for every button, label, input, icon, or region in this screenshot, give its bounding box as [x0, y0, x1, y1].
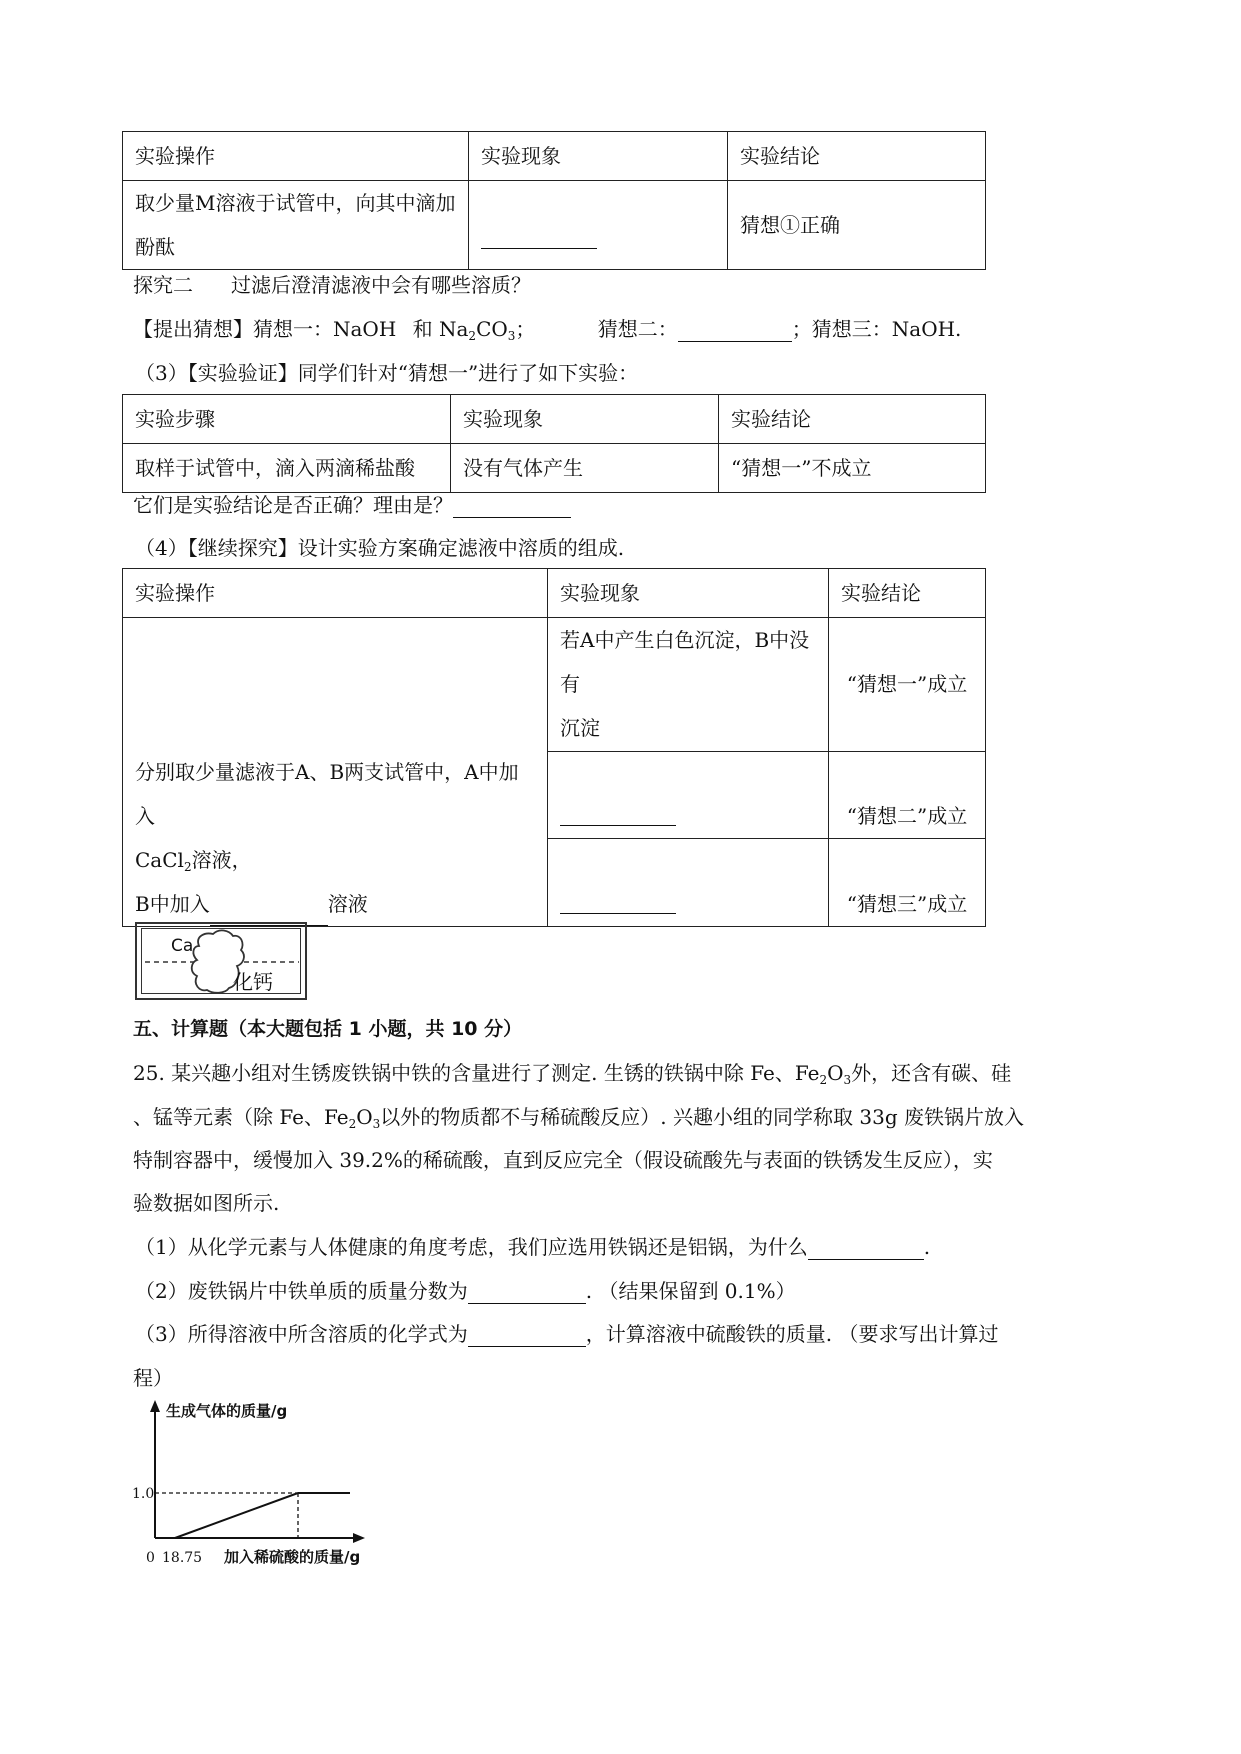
q25-sub3 [135, 1321, 998, 1347]
hypothesis-guess1: 【提出猜想】猜想一：NaOH [133, 317, 397, 341]
table-1 [122, 131, 986, 270]
answer-blank[interactable] [453, 495, 571, 518]
table1-op-line2: 酚酞 [135, 235, 175, 259]
table3-header-op: 实验操作 [123, 569, 548, 618]
answer-blank[interactable] [560, 891, 676, 914]
table3-op-line2 [135, 838, 535, 882]
q25-line2 [133, 1104, 1024, 1130]
table3-phen1-line2: 沉淀 [560, 716, 600, 741]
table2-header-phen: 实验现象 [451, 395, 719, 444]
explore2-line [133, 272, 531, 298]
table1-cell-concl: 猜想①正确 [728, 181, 986, 270]
table3-op-line3 [135, 882, 535, 926]
table-2 [122, 394, 986, 493]
gas-mass-chart [128, 1396, 388, 1566]
fragment-text-left: Ca [171, 936, 194, 956]
table1-cell-phen [469, 181, 728, 270]
formula-na: Na [438, 317, 469, 341]
section5-title: 五、计算题（本大题包括 1 小题，共 10 分） [133, 1018, 523, 1040]
chart-xtick-1: 18.75 [162, 1550, 203, 1566]
q3-text: （3）【实验验证】同学们针对“猜想一”进行了如下实验： [135, 361, 639, 385]
table2-cell-concl: “猜想一”不成立 [719, 444, 986, 493]
formula-o: O [827, 1061, 844, 1085]
table3-header-phen: 实验现象 [548, 569, 829, 618]
semicolon: ； [515, 317, 536, 341]
q25-sub1 [135, 1234, 930, 1260]
q25-sub2b: . （结果保留到 0.1%） [585, 1279, 796, 1303]
crumpled-shape-icon [137, 924, 305, 998]
fragment-text-right: 化钙 [233, 970, 273, 994]
q25-sub3a: （3）所得溶液中所含溶质的化学式为 [135, 1322, 468, 1346]
q25-line1a: 25. 某兴趣小组对生锈废铁锅中铁的含量进行了测定. 生锈的铁锅中除 Fe、Fe [133, 1061, 820, 1085]
formula-sub: 3 [843, 1073, 852, 1087]
hypothesis-line [133, 316, 961, 342]
hypothesis-and: 和 [412, 317, 433, 341]
formula-sub: 3 [507, 329, 516, 343]
q25-line2b: 以外的物质都不与稀硫酸反应）. 兴趣小组的同学称取 33g 废铁锅片放入 [380, 1105, 1024, 1129]
formula-sub: 2 [348, 1117, 357, 1131]
hypothesis-guess3: ；猜想三：NaOH. [791, 317, 962, 341]
table3-cell-concl-2: “猜想二”成立 [829, 751, 986, 839]
table3-phen1-line1: 若A中产生白色沉淀，B中没有 [560, 628, 810, 697]
chart-ylabel: 生成气体的质量/g [166, 1402, 288, 1420]
series-rise [175, 1493, 298, 1538]
explore2-label: 探究二 [133, 273, 193, 297]
explore2-question: 过滤后澄清滤液中会有哪些溶质？ [231, 273, 531, 297]
q25-line4: 验数据如图所示. [133, 1191, 280, 1215]
table2-cell-step: 取样于试管中，滴入两滴稀盐酸 [123, 444, 451, 493]
q25-line3: 特制容器中，缓慢加入 39.2%的稀硫酸，直到反应完全（假设硫酸先与表面的铁锈发生反应），实 [133, 1148, 993, 1172]
table3-op-line2-tail: 溶液， [191, 848, 252, 872]
q25-sub3b: ，计算溶液中硫酸铁的质量. （要求写出计算过 [585, 1322, 999, 1346]
answer-blank[interactable] [468, 1324, 586, 1347]
chart-xlabel: 加入稀硫酸的质量/g [224, 1548, 361, 1566]
formula-co: CO [476, 317, 508, 341]
table3-cell-phen-2 [548, 751, 829, 839]
table3-op-line3a: B中加入 [135, 892, 210, 916]
table3-op-line1: 分别取少量滤液于A、B两支试管中，A中加入 [135, 760, 519, 828]
table1-header-phen: 实验现象 [469, 132, 728, 181]
q3-followup-line [133, 492, 571, 518]
table1-header-concl: 实验结论 [728, 132, 986, 181]
chart-ytick-1: 1.0 [132, 1486, 155, 1502]
q4-text: （4）【继续探究】设计实验方案确定滤液中溶质的组成. [135, 536, 625, 560]
q25-line2a: 、锰等元素（除 Fe、Fe [133, 1105, 349, 1129]
table3-cell-concl-1: “猜想一”成立 [829, 618, 986, 752]
answer-blank[interactable] [678, 319, 792, 342]
answer-blank[interactable] [481, 226, 597, 249]
answer-blank[interactable] [468, 1281, 586, 1304]
answer-blank[interactable] [560, 803, 676, 826]
table1-op-line1: 取少量M溶液于试管中，向其中滴加 [135, 191, 456, 215]
q25-line1b: 外，还含有碳、硅 [851, 1061, 1012, 1085]
formula-cacl: CaCl [135, 848, 184, 872]
q25-line1 [133, 1060, 1011, 1086]
table3-cell-phen-3 [548, 839, 829, 927]
table2-cell-phen: 没有气体产生 [451, 444, 719, 493]
table1-header-op: 实验操作 [123, 132, 469, 181]
table2-header-step: 实验步骤 [123, 395, 451, 444]
table3-cell-concl-3: “猜想三”成立 [829, 839, 986, 927]
q25-sub1a: （1）从化学元素与人体健康的角度考虑，我们应选用铁锅还是铝锅，为什么 [135, 1235, 808, 1259]
table3-op-line3b: 溶液 [327, 892, 368, 916]
chart-xtick-0: 0 [146, 1550, 155, 1566]
x-axis-arrow [353, 1533, 365, 1543]
table2-header-concl: 实验结论 [719, 395, 986, 444]
formula-sub: 2 [819, 1073, 828, 1087]
y-axis-arrow [150, 1400, 160, 1412]
table3-cell-phen-1 [548, 618, 829, 752]
formula-sub: 2 [468, 329, 477, 343]
formula-o: O [356, 1105, 373, 1129]
q25-sub2a: （2）废铁锅片中铁单质的质量分数为 [135, 1279, 468, 1303]
q25-sub3-end: 程） [133, 1366, 173, 1390]
image-fragment [135, 922, 307, 1000]
formula-sub: 3 [372, 1117, 381, 1131]
answer-blank[interactable] [808, 1237, 924, 1260]
table3-cell-op [123, 618, 548, 927]
table-3 [122, 568, 986, 927]
q3-followup: 它们是实验结论是否正确？理由是？ [133, 493, 453, 517]
table1-cell-op [123, 181, 469, 270]
q25-sub2 [135, 1278, 796, 1304]
hypothesis-guess2: 猜想二： [597, 317, 678, 341]
table3-header-concl: 实验结论 [829, 569, 986, 618]
q25-sub1b: . [923, 1235, 931, 1259]
formula-sub: 2 [183, 860, 192, 874]
